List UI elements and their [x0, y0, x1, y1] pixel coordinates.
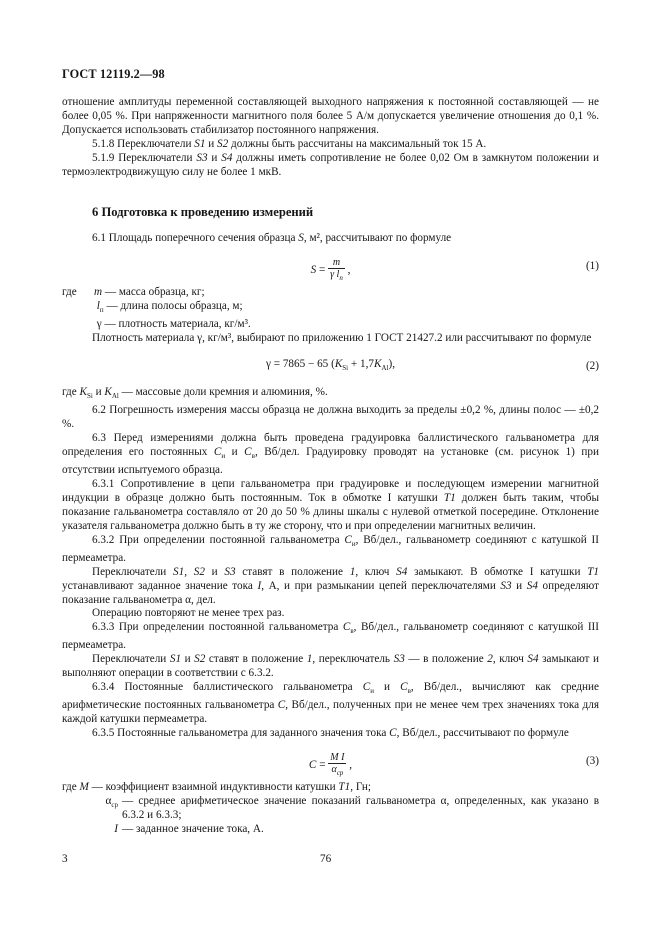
- paragraph-5-1-9: 5.1.9 Переключатели S3 и S4 должны иметь сопротивление не более 0,02 Ом в замкнутом положении и термоэлектродвижущую силу не более 1 мкВ.: [62, 151, 599, 178]
- paragraph-6-2: 6.2 Погрешность измерения массы образца не должна выходить за пределы ±0,2 %, длины полос — ±0,2 %.: [62, 404, 599, 431]
- paragraph-6-3-2-b: Переключатели S1, S2 и S3 ставят в положение 1, ключ S4 замыкают. В обмотке I катушки T1 устанавливают заданное значение тока I, А, и при размыкании цепей переключателями S3 и S4 определяют показание гальванометра α, дел.: [62, 565, 600, 606]
- paragraph-density: Плотность материала γ, кг/м³, выбирают по приложению 1 ГОСТ 21427.2 или рассчитывают по формуле: [92, 332, 592, 345]
- paragraph-6-3-1: 6.3.1 Сопротивление в цепи гальванометра при градуировке и последующем измерении магнитной индукции в образце должно быть постоянным. Ток в обмотке I катушки T1 должен быть таким, чтобы показание гальванометра составляло от 20 до 50 % длины шкалы с нулевой отметкой посередине. Отклонение указателя гальванометра должно быть в ту же сторону, что и при определении магнитных величин.: [62, 478, 599, 532]
- formula-3: [62, 747, 599, 777]
- paragraph-6-3-2: 6.3.2 При определении постоянной гальванометра $C_и$, Вб/дел., гальванометр соединяют с катушкой II пермеаметра.: [62, 533, 600, 564]
- paragraph-6-3-4: 6.3.4 Постоянные баллистического гальванометра $C_и$ и $C_в$, Вб/дел., вычисляют как средние арифметические постоянных гальванометра C, Вб/дел., полученных при не менее чем трех значениях тока для каждой катушки пермеаметра.: [62, 681, 599, 726]
- paragraph-6-3-3-b: Переключатели S1 и S2 ставят в положение 1, переключатель S3 — в положение 2, ключ S4 замыкают и выполняют операции в соответствии с 6.3.2.: [62, 653, 599, 680]
- formula-2: [62, 352, 599, 382]
- formula-1-number: (1): [585, 260, 599, 273]
- formula-2-expression: γ = 7865 − 65 $(K_{Si} + 1,7K_{Al})$,: [265, 358, 396, 373]
- formula-1-legend: где m — масса образца, кг; $l_п$ — длина полосы образца, м; γ — плотность материала, кг/м³.: [62, 286, 251, 331]
- paragraph-6-3-2-c: Операцию повторяют не менее трех раз.: [92, 607, 285, 620]
- page-number: 76: [320, 853, 332, 865]
- paragraph-6-3-3: 6.3.3 При определении постоянной гальванометра $C_в$, Вб/дел., гальванометр соединяют с катушкой III пермеаметра.: [62, 621, 599, 652]
- formula-1-expression: S = $\frac{m}{\gamma l_п}$ ,: [310, 257, 351, 283]
- document-header-code: ГОСТ 12119.2—98: [62, 67, 165, 81]
- formula-3-legend: где M — коэффициент взаимной индуктивности катушки T1, Гн; $\alpha_{ср}$ — среднее арифметическое значение показаний гальванометра α, определенных, как указано в 6.3.2 и 6.3.3; I — заданное значение тока, А.: [62, 781, 599, 835]
- paragraph-6-3: 6.3 Перед измерениями должна быть проведена градуировка баллистического гальванометра для определения его постоянных $C_и$ и $C_в$, Вб/дел. Градуировку проводят на установке (см. рисунок 1) при отсутствии испытуемого образца.: [62, 432, 599, 477]
- paragraph-6-3-5: 6.3.5 Постоянные гальванометра для заданного значения тока C, Вб/дел., рассчитывают по формуле: [92, 727, 569, 740]
- formula-2-number: (2): [585, 360, 599, 373]
- paragraph-5-1-8: 5.1.8 Переключатели S1 и S2 должны быть рассчитаны на максимальный ток 15 А.: [92, 137, 487, 150]
- document-body: [62, 96, 599, 837]
- section-6-title: 6 Подготовка к проведению измерений: [92, 205, 314, 220]
- footer-left-number: 3: [62, 853, 68, 865]
- paragraph-6-1: 6.1 Площадь поперечного сечения образца S, м², рассчитывают по формуле: [92, 232, 452, 245]
- formula-1: [62, 252, 599, 282]
- formula-3-number: (3): [585, 755, 599, 768]
- paragraph-continuation: отношение амплитуды переменной составляющей выходного напряжения к постоянной составляющей — не более 0,05 %. При напряженности магнитного поля более 5 А/м допускается увеличение отношения до 0,1 %. Допускается использовать стабилизатор постоянного напряжения.: [62, 96, 599, 136]
- formula-3-expression: C = $\frac{\text{M I}}{\alpha_{ср}}$ ,: [308, 752, 353, 778]
- formula-2-legend: где $K_{Si}$ и $K_{Al}$ — массовые доли кремния и алюминия, %.: [62, 386, 328, 401]
